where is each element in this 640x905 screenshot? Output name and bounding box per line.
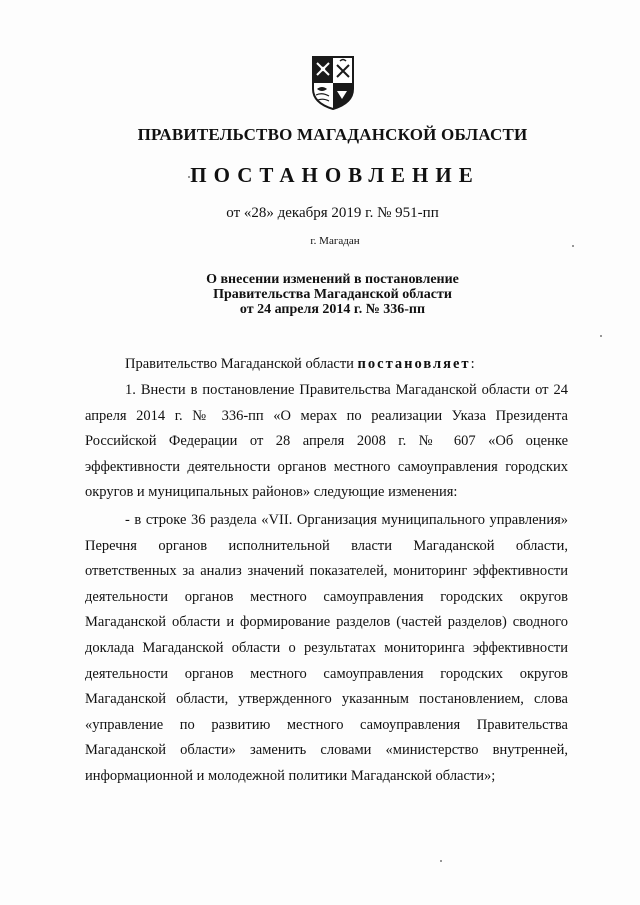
coat-of-arms-icon — [310, 55, 356, 111]
intro-end: : — [470, 356, 475, 372]
document-city: г. Магадан — [310, 235, 360, 247]
subject-line-2: Правительства Магаданской области — [213, 287, 452, 302]
scan-speck — [440, 860, 442, 862]
document-type: ПОСТАНОВЛЕНИЕ — [190, 163, 480, 187]
subject-line-1: О внесении изменений в постановление — [206, 272, 459, 287]
scan-speck — [188, 176, 190, 178]
intro-text: Правительство Магаданской области — [125, 356, 358, 372]
paragraph-1: 1. Внести в постановление Правительства Магаданской области от 24 апреля 2014 г. № 336-пп «О мерах по реализации Указа Президента Российской Федерации от 28 апреля 2008 г. № 607 «Об оценке эффективности деятельности органов местного самоуправления городских округов и муниципальных районов» следующие изменения: — [85, 382, 568, 501]
paragraph-2: - в строке 36 раздела «VII. Организация муниципального управления» Перечня органов исполнительной власти Магаданской области, ответственных за анализ значений показателей, мониторинг эффективности деятельности органов местного самоуправления городских округов Магаданской области и формирование разделов (частей разделов) сводного доклада Магаданской области о результатах мониторинга эффективности деятельности органов местного самоуправления городских округов Магаданской области, утвержденного указанным постановлением, слова «управление по развитию местного самоуправления Правительства Магаданской области» заменить словами «министерство внутренней, информационной и молодежной политики Магаданской области»; — [85, 512, 568, 784]
intro-emphasis: постановляет — [357, 356, 471, 372]
subject-line-3: от 24 апреля 2014 г. № 336-пп — [239, 302, 426, 317]
document-subject — [0, 272, 640, 317]
intro-paragraph — [85, 352, 568, 378]
scan-speck — [600, 335, 602, 337]
scan-speck — [572, 245, 574, 247]
document-date-number: от «28» декабря 2019 г. № 951-пп — [226, 205, 439, 221]
organization-title: ПРАВИТЕЛЬСТВО МАГАДАНСКОЙ ОБЛАСТИ — [137, 125, 528, 144]
